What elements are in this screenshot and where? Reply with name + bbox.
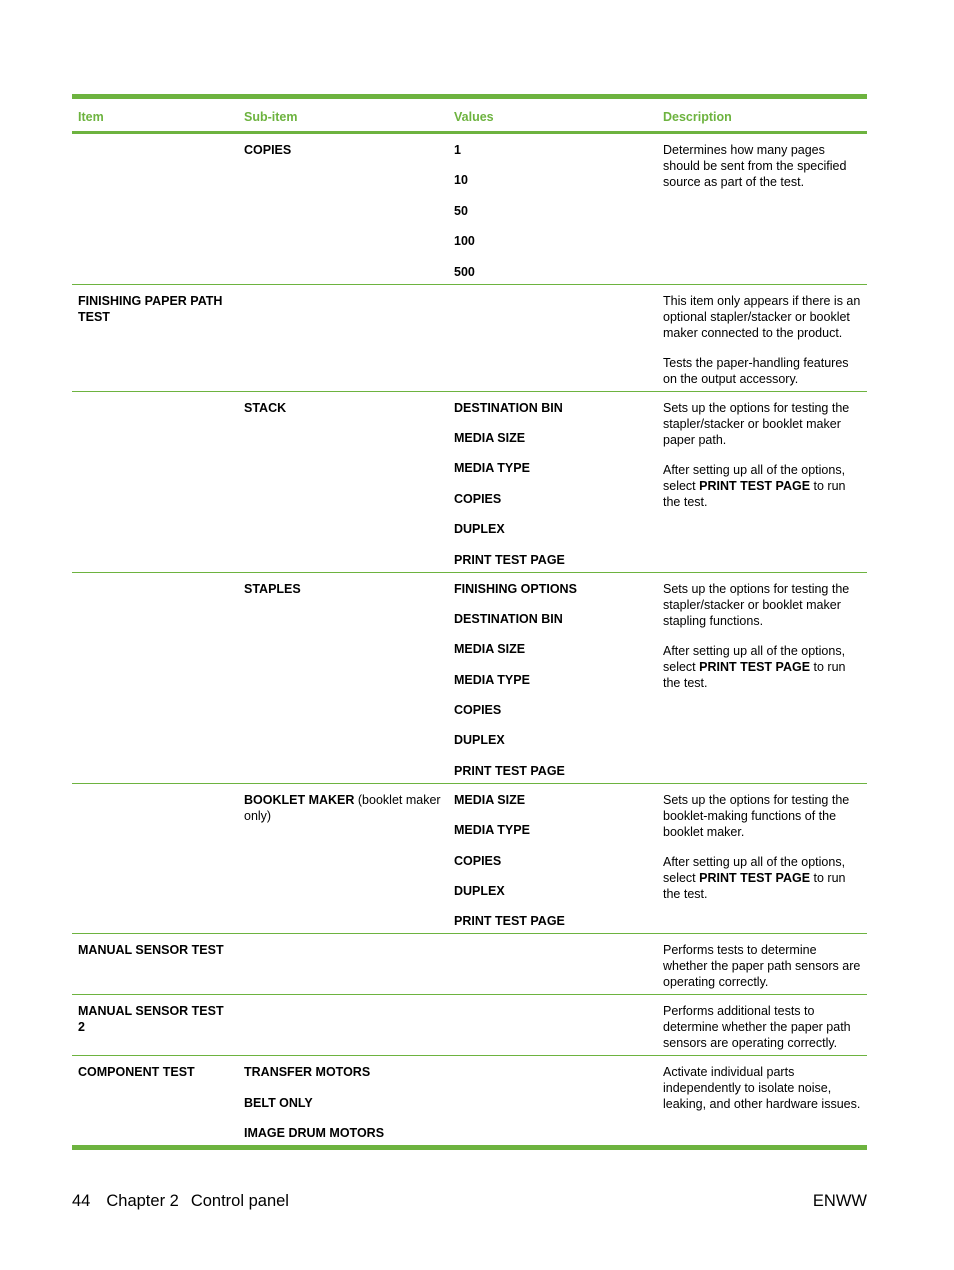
subitem-note: (booklet maker only) bbox=[244, 792, 441, 823]
table-header-row bbox=[72, 97, 867, 133]
value-item: DESTINATION BIN bbox=[454, 611, 563, 626]
inline-command: PRINT TEST PAGE bbox=[699, 478, 811, 493]
values-cell bbox=[448, 572, 657, 783]
inline-command: PRINT TEST PAGE bbox=[699, 659, 811, 674]
description-cell bbox=[657, 1056, 867, 1148]
description-cell bbox=[657, 391, 867, 572]
description-paragraph: Sets up the options for testing the stapler/stacker or booklet maker stapling functions. bbox=[663, 581, 850, 628]
values-cell bbox=[448, 284, 657, 391]
subitem-cell bbox=[238, 1056, 448, 1148]
subitem-cell: STACK bbox=[238, 391, 448, 572]
value-item: DUPLEX bbox=[454, 733, 505, 748]
value-item: MEDIA TYPE bbox=[454, 461, 530, 476]
value-item: PRINT TEST PAGE bbox=[454, 763, 565, 778]
value-item: FINISHING OPTIONS bbox=[454, 581, 577, 596]
header-sub-item: Sub-item bbox=[238, 97, 448, 133]
item-cell: FINISHING PAPER PATH TEST bbox=[72, 284, 238, 391]
section-label: Control panel bbox=[190, 1192, 289, 1210]
value-item: COPIES bbox=[454, 853, 502, 868]
value-item: MEDIA SIZE bbox=[454, 642, 526, 657]
item-cell bbox=[72, 391, 238, 572]
description-paragraph: Sets up the options for testing the booklet-making functions of the booklet maker. bbox=[663, 792, 850, 839]
item-cell: MANUAL SENSOR TEST 2 bbox=[72, 995, 238, 1056]
value-item: 1 bbox=[454, 143, 461, 157]
description-paragraph: After setting up all of the options, select PRINT TEST PAGE to run the test. bbox=[663, 643, 846, 690]
header-values: Values bbox=[448, 97, 657, 133]
description-paragraph: Tests the paper-handling features on the output accessory. bbox=[663, 355, 849, 386]
table-row bbox=[72, 391, 867, 572]
description-paragraph: After setting up all of the options, select PRINT TEST PAGE to run the test. bbox=[663, 462, 846, 509]
description-cell bbox=[657, 284, 867, 391]
item-cell bbox=[72, 572, 238, 783]
description-paragraph: Performs tests to determine whether the paper path sensors are operating correctly. bbox=[663, 943, 861, 990]
subitem-cell: COPIES bbox=[238, 133, 448, 285]
subitem-entry: IMAGE DRUM MOTORS bbox=[244, 1126, 385, 1141]
description-paragraph: Activate individual parts independently to isolate noise, leaking, and other hardware issues. bbox=[663, 1065, 861, 1112]
table-row bbox=[72, 995, 867, 1056]
subitem-entry: TRANSFER MOTORS bbox=[244, 1065, 371, 1080]
value-item: DUPLEX bbox=[454, 522, 505, 537]
inline-command: PRINT TEST PAGE bbox=[699, 870, 811, 885]
description-paragraph: After setting up all of the options, select PRINT TEST PAGE to run the test. bbox=[663, 854, 846, 901]
values-cell bbox=[448, 133, 657, 285]
item-cell bbox=[72, 783, 238, 934]
table-row bbox=[72, 934, 867, 995]
value-item: MEDIA SIZE bbox=[454, 430, 526, 445]
table-row bbox=[72, 572, 867, 783]
subitem-cell bbox=[238, 995, 448, 1056]
description-paragraph: This item only appears if there is an optional stapler/stacker or booklet maker connected to the product. bbox=[663, 293, 861, 340]
subitem-entry: BELT ONLY bbox=[244, 1095, 313, 1110]
item-cell bbox=[72, 133, 238, 285]
description-paragraph: Performs additional tests to determine whether the paper path sensors are operating correctly. bbox=[663, 1004, 851, 1051]
description-cell bbox=[657, 133, 867, 285]
page-number: 44 bbox=[72, 1192, 91, 1210]
header-item: Item bbox=[72, 97, 238, 133]
value-item: DUPLEX bbox=[454, 884, 505, 899]
value-item: 10 bbox=[454, 173, 468, 188]
page-footer-left bbox=[72, 1192, 289, 1211]
description-paragraph: Sets up the options for testing the stapler/stacker or booklet maker paper path. bbox=[663, 400, 850, 447]
description-paragraph: Determines how many pages should be sent from the specified source as part of the test. bbox=[663, 143, 847, 189]
value-item: MEDIA SIZE bbox=[454, 792, 526, 807]
value-item: PRINT TEST PAGE bbox=[454, 552, 565, 567]
subitem-label: BOOKLET MAKER bbox=[244, 792, 355, 807]
header-description: Description bbox=[657, 97, 867, 133]
values-cell bbox=[448, 995, 657, 1056]
item-cell: MANUAL SENSOR TEST bbox=[72, 934, 238, 995]
values-cell bbox=[448, 783, 657, 934]
table-row bbox=[72, 783, 867, 934]
page-footer-right: ENWW bbox=[812, 1192, 867, 1210]
values-cell bbox=[448, 1056, 657, 1148]
description-cell bbox=[657, 783, 867, 934]
table-row bbox=[72, 1056, 867, 1148]
value-item: PRINT TEST PAGE bbox=[454, 914, 565, 929]
value-item: COPIES bbox=[454, 703, 502, 718]
value-item: 500 bbox=[454, 264, 475, 279]
subitem-cell bbox=[238, 783, 448, 934]
value-item: 50 bbox=[454, 203, 468, 218]
description-cell bbox=[657, 572, 867, 783]
values-cell bbox=[448, 934, 657, 995]
description-cell bbox=[657, 934, 867, 995]
item-cell: COMPONENT TEST bbox=[78, 1065, 195, 1080]
value-item: DESTINATION BIN bbox=[454, 400, 563, 415]
subitem-cell bbox=[238, 284, 448, 391]
values-cell bbox=[448, 391, 657, 572]
value-item: MEDIA TYPE bbox=[454, 672, 530, 687]
chapter-label: Chapter 2 bbox=[106, 1192, 179, 1210]
subitem-cell: STAPLES bbox=[238, 572, 448, 783]
description-cell bbox=[657, 995, 867, 1056]
table-row bbox=[72, 284, 867, 391]
value-item: 100 bbox=[454, 234, 475, 249]
value-item: MEDIA TYPE bbox=[454, 823, 530, 838]
menu-table bbox=[72, 94, 867, 1150]
value-item: COPIES bbox=[454, 491, 502, 506]
subitem-cell bbox=[238, 934, 448, 995]
table-row bbox=[72, 133, 867, 285]
